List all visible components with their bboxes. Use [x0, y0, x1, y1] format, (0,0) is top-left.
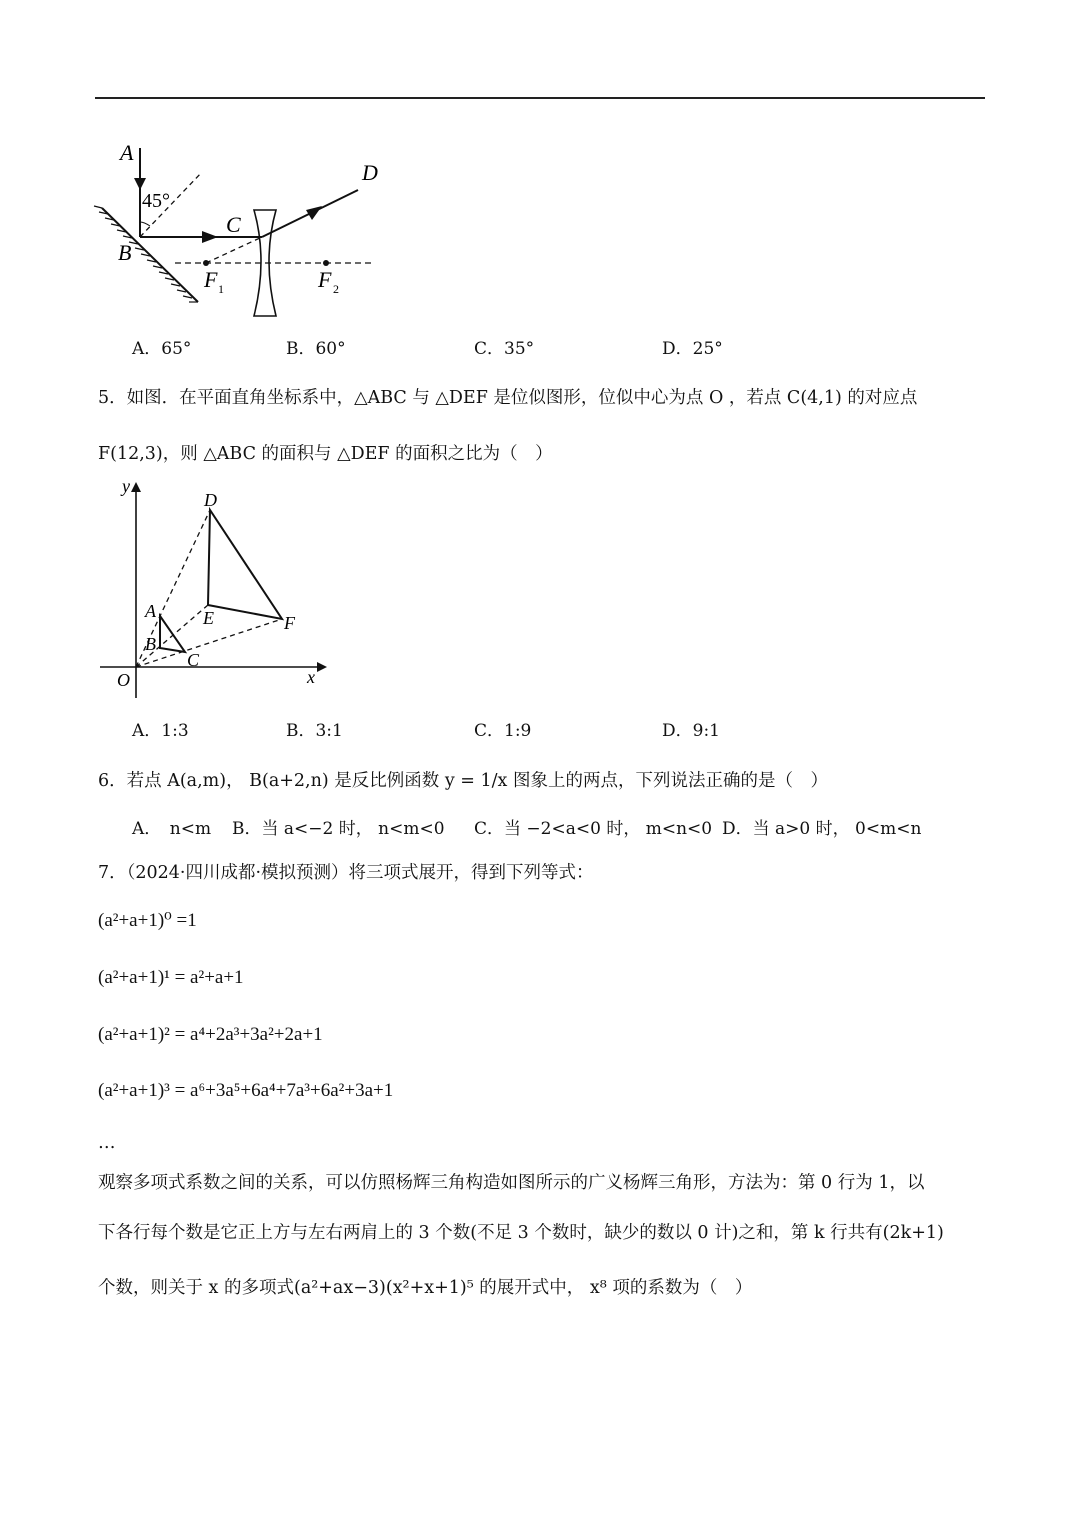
q5-option-b: B．3:1 [286, 721, 343, 741]
q7-paragraph-line1: 观察多项式系数之间的关系，可以仿照杨辉三角构造如图所示的广义杨辉三角形，方法为：第 0 行为 1，以 [98, 1173, 925, 1193]
q6-option-c: C．当 −2<a<0 时， m<n<0 [474, 819, 713, 839]
q7-ellipsis: … [98, 1133, 116, 1153]
q4-option-a: A．65° [132, 339, 192, 359]
q5-stem-line1: 5．如图．在平面直角坐标系中，△ABC 与 △DEF 是位似图形，位似中心为点 O ，若点 C(4,1) 的对应点 [98, 388, 918, 408]
q7-equation-3: (a²+a+1)³ = a⁶+3a⁵+6a⁴+7a³+6a²+3a+1 [98, 1080, 394, 1101]
q7-stem: 7．（2024·四川成都·模拟预测）将三项式展开，得到下列等式： [98, 863, 594, 883]
q4-label-f1-sub: 1 [218, 282, 224, 296]
q5-label-y: y [122, 478, 130, 496]
q5-stem-line2: F(12,3)，则 △ABC 的面积与 △DEF 的面积之比为（ ） [98, 444, 553, 464]
q5-coordinate-figure [95, 478, 335, 698]
q6-option-b: B．当 a<−2 时， n<m<0 [232, 819, 445, 839]
q4-label-f2: F [318, 267, 332, 292]
q6-option-d: D．当 a>0 时， 0<m<n [722, 819, 922, 839]
q5-label-f: F [284, 613, 295, 633]
q5-option-c: C．1:9 [474, 721, 532, 741]
q5-label-x: x [307, 667, 315, 687]
q5-label-e: E [203, 608, 214, 628]
q4-option-b: B．60° [286, 339, 346, 359]
q4-option-c: C．35° [474, 339, 535, 359]
q6-stem: 6．若点 A(a,m)， B(a+2,n) 是反比例函数 y = 1/x 图象上的两点，下列说法正确的是（ ） [98, 771, 828, 791]
q7-paragraph-line2: 下各行每个数是它正上方与左右两肩上的 3 个数(不足 3 个数时，缺少的数以 0 计)之和，第 k 行共有(2k+1) [98, 1223, 944, 1243]
q6-option-a: A． n<m [132, 819, 212, 839]
q5-label-a: A [145, 601, 156, 621]
q4-label-d: D [362, 160, 378, 185]
q4-label-c: C [226, 212, 241, 237]
q7-paragraph-line3: 个数，则关于 x 的多项式(a²+ax−3)(x²+x+1)⁵ 的展开式中， x⁸ 项的系数为（ ） [98, 1278, 753, 1298]
q7-equation-2: (a²+a+1)² = a⁴+2a³+3a²+2a+1 [98, 1024, 323, 1045]
q4-option-d: D．25° [662, 339, 723, 359]
q4-label-f2-sub: 2 [333, 282, 339, 296]
q5-label-o: O [117, 670, 130, 690]
q5-label-b: B [145, 634, 156, 654]
q4-label-f1: F [204, 267, 218, 292]
q4-label-a: A [120, 140, 134, 165]
q4-label-b: B [118, 240, 132, 265]
q7-equation-1: (a²+a+1)¹ = a²+a+1 [98, 967, 244, 988]
header-rule [95, 97, 985, 99]
q4-optics-figure [90, 130, 400, 325]
q7-equation-0: (a²+a+1)⁰ =1 [98, 910, 197, 931]
q5-option-d: D．9:1 [662, 721, 720, 741]
q5-label-c: C [187, 650, 200, 670]
q4-label-angle: 45° [142, 190, 170, 212]
q5-label-d: D [204, 490, 217, 510]
q5-option-a: A．1:3 [132, 721, 189, 741]
